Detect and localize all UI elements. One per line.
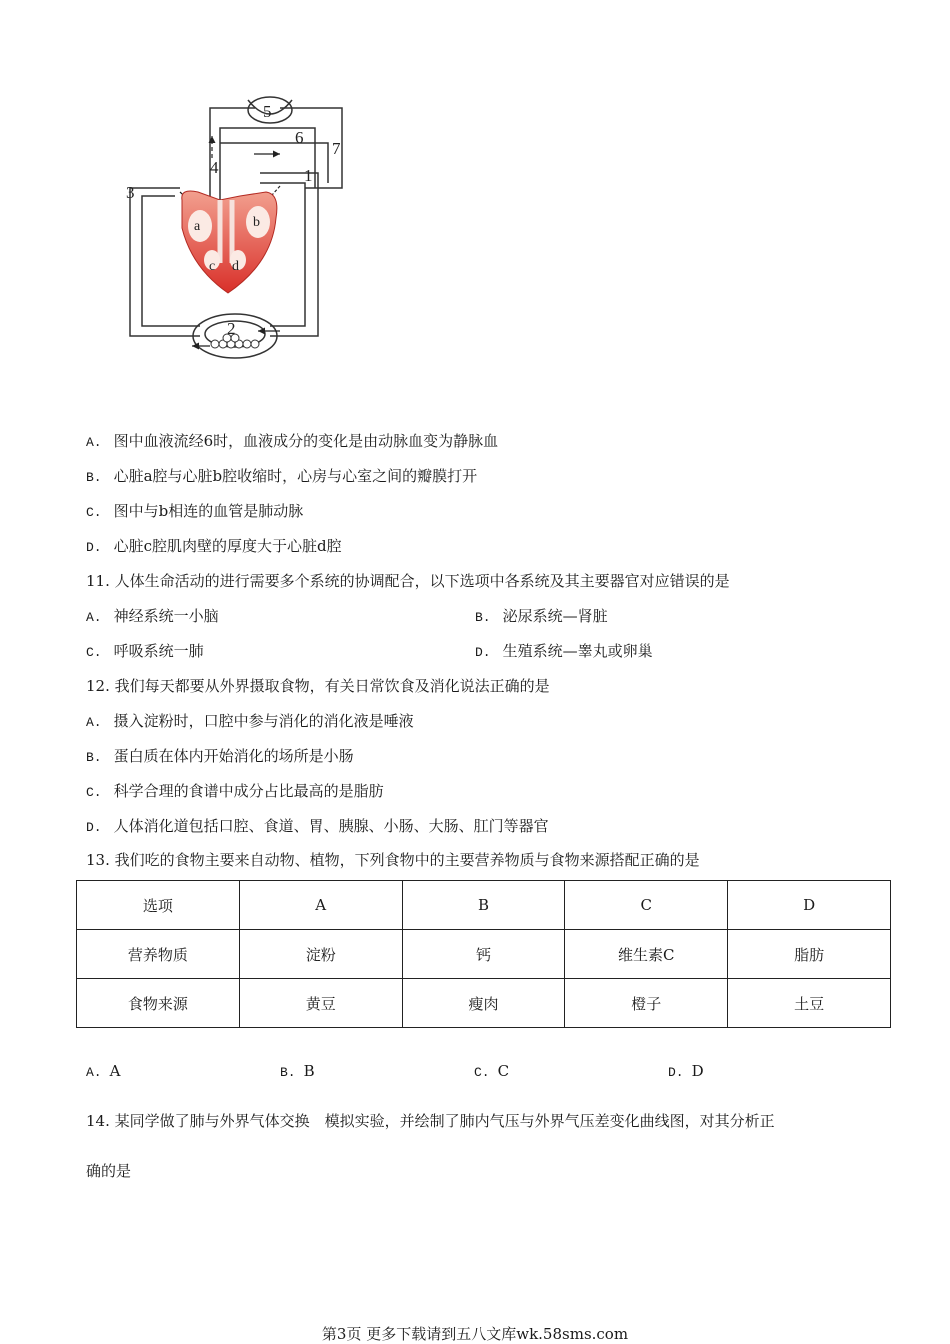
- table-cell: 营养物质: [77, 930, 240, 979]
- label-6: 6: [295, 128, 304, 147]
- q11-option-b[interactable]: B. 泌尿系统—肾脏: [475, 607, 608, 625]
- chamber-d: d: [232, 259, 239, 274]
- q14-stem-line1: 14. 某同学做了肺与外界气体交换 模拟实验，并绘制了肺内气压与外界气压差变化曲线图，对其分析正: [86, 1112, 775, 1130]
- chamber-a: a: [194, 219, 201, 234]
- q12-option-a[interactable]: A. 摄入淀粉时，口腔中参与消化的消化液是唾液: [86, 712, 414, 730]
- q10-option-d[interactable]: D. 心脏c腔肌肉壁的厚度大于心脏d腔: [86, 537, 342, 555]
- q11-option-a[interactable]: A. 神经系统一小脑: [86, 607, 219, 625]
- table-cell: 脂肪: [728, 930, 891, 979]
- table-cell: 选项: [77, 881, 240, 930]
- table-cell: 钙: [402, 930, 565, 979]
- q13-answer-a[interactable]: A. A: [86, 1062, 121, 1080]
- q11-option-d[interactable]: D. 生殖系统—睾丸或卵巢: [475, 642, 653, 660]
- table-cell: 瘦肉: [402, 979, 565, 1028]
- q13-answer-c[interactable]: C. C: [474, 1062, 510, 1080]
- table-cell: 食物来源: [77, 979, 240, 1028]
- q11-option-c[interactable]: C. 呼吸系统一肺: [86, 642, 204, 660]
- q10-option-c[interactable]: C. 图中与b相连的血管是肺动脉: [86, 502, 304, 520]
- heart-shape: [182, 191, 277, 293]
- q13-table: [76, 880, 891, 1028]
- q13-answer-d[interactable]: D. D: [668, 1062, 704, 1080]
- q12-option-d[interactable]: D. 人体消化道包括口腔、食道、胃、胰腺、小肠、大肠、肛门等器官: [86, 817, 549, 835]
- label-1: 1: [304, 166, 313, 185]
- circulation-diagram: [120, 88, 360, 368]
- table-row: [77, 881, 891, 930]
- table-cell: 橙子: [565, 979, 728, 1028]
- label-7: 7: [332, 139, 341, 158]
- table-cell: C: [565, 881, 728, 930]
- table-cell: 维生素C: [565, 930, 728, 979]
- chamber-b: b: [253, 215, 260, 230]
- chamber-c: c: [209, 259, 216, 274]
- label-5: 5: [263, 102, 272, 121]
- table-cell: 黄豆: [239, 979, 402, 1028]
- q12-stem: 12. 我们每天都要从外界摄取食物，有关日常饮食及消化说法正确的是: [86, 677, 550, 695]
- q14-stem-line2: 确的是: [86, 1162, 132, 1180]
- table-cell: A: [239, 881, 402, 930]
- label-4: 4: [210, 158, 219, 177]
- table-row: [77, 930, 891, 979]
- q12-option-c[interactable]: C. 科学合理的食谱中成分占比最高的是脂肪: [86, 782, 384, 800]
- table-cell: 土豆: [728, 979, 891, 1028]
- page-footer: 第3页 更多下载请到五八文库wk.58sms.com: [321, 1325, 629, 1343]
- q11-stem: 11. 人体生命活动的进行需要多个系统的协调配合，以下选项中各系统及其主要器官对应错误的是: [86, 572, 730, 590]
- table-cell: D: [728, 881, 891, 930]
- table-cell: 淀粉: [239, 930, 402, 979]
- label-2: 2: [227, 319, 236, 338]
- q10-option-b[interactable]: B. 心脏a腔与心脏b腔收缩时，心房与心室之间的瓣膜打开: [86, 467, 478, 485]
- q13-stem: 13. 我们吃的食物主要来自动物、植物，下列食物中的主要营养物质与食物来源搭配正确的是: [86, 851, 700, 869]
- q13-answer-b[interactable]: B. B: [280, 1062, 315, 1080]
- label-3: 3: [126, 183, 135, 202]
- table-row: [77, 979, 891, 1028]
- q12-option-b[interactable]: B. 蛋白质在体内开始消化的场所是小肠: [86, 747, 354, 765]
- q10-option-a[interactable]: A. 图中血液流经6时，血液成分的变化是由动脉血变为静脉血: [86, 432, 499, 450]
- table-cell: B: [402, 881, 565, 930]
